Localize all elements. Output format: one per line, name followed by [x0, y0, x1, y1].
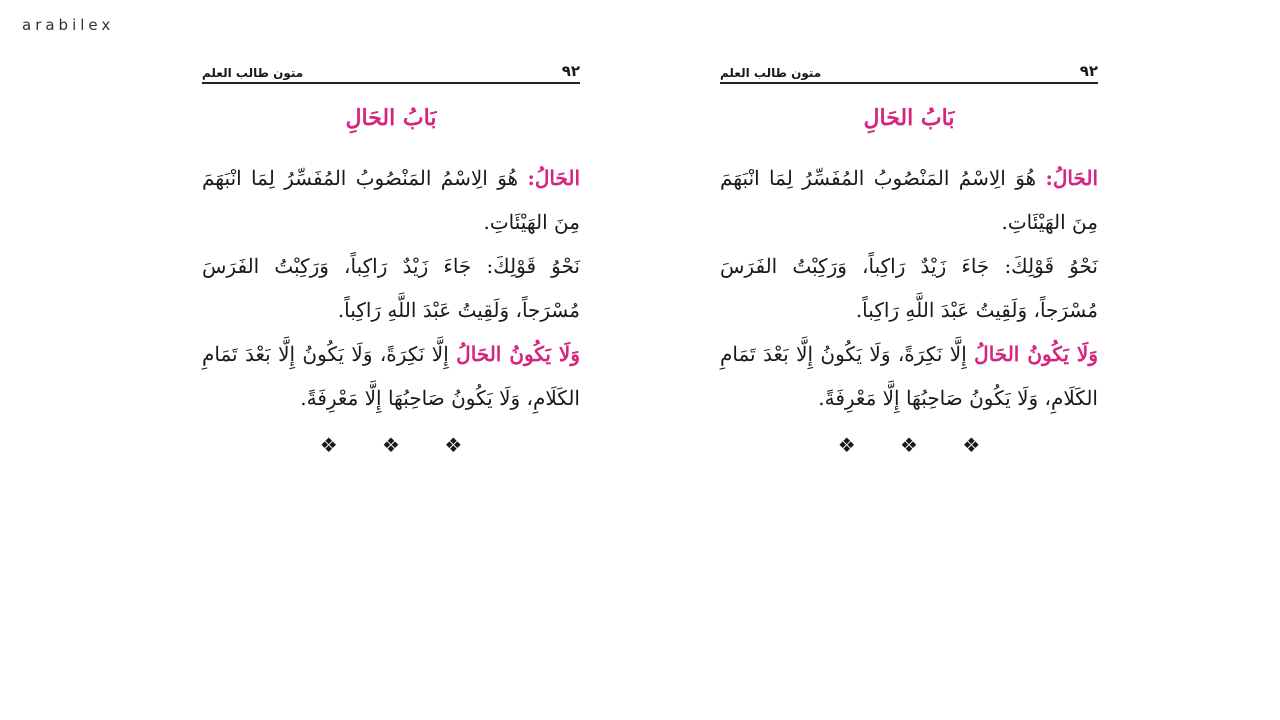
ornament-diamond-icon: ❖ — [900, 433, 918, 457]
conditions-lead: وَلَا يَكُونُ الحَالُ — [974, 342, 1098, 366]
section-end-ornament — [720, 430, 1098, 460]
book-title: متون طالب العلم — [202, 66, 304, 80]
ornament-diamond-icon: ❖ — [962, 433, 981, 457]
ornament-diamond-icon: ❖ — [837, 433, 856, 457]
conditions-text: إِلَّا نَكِرَةً، وَلَا يَكُونُ إِلَّا بَعْدَ تَمَامِ الكَلَامِ، وَلَا يَكُونُ صَاحِبُهَا إِلَّا مَعْرِفَةً. — [720, 342, 1098, 410]
example-text: نَحْوُ قَوْلِكَ: جَاءَ زَيْدٌ رَاكِباً، وَرَكِبْتُ الفَرَسَ مُسْرَجاً، وَلَقِيتُ عَبْدَ اللَّهِ رَاكِباً. — [720, 254, 1098, 322]
definition-text: هُوَ الِاسْمُ المَنْصُوبُ المُفَسِّرُ لِمَا انْبَهَمَ مِنَ الهَيْئَاتِ. — [202, 166, 580, 234]
section-end-ornament — [202, 430, 580, 460]
brand-watermark: arabilex — [22, 16, 115, 34]
page-number: ٩٢ — [561, 62, 580, 80]
definition-term: الحَالُ: — [527, 166, 581, 190]
definition-text: هُوَ الِاسْمُ المَنْصُوبُ المُفَسِّرُ لِمَا انْبَهَمَ مِنَ الهَيْئَاتِ. — [720, 166, 1098, 234]
example-paragraph — [202, 244, 580, 332]
running-head — [202, 58, 580, 84]
ornament-diamond-icon: ❖ — [444, 433, 463, 457]
chapter-title: بَابُ الحَالِ — [863, 105, 955, 131]
example-text: نَحْوُ قَوْلِكَ: جَاءَ زَيْدٌ رَاكِباً، وَرَكِبْتُ الفَرَسَ مُسْرَجاً، وَلَقِيتُ عَبْدَ اللَّهِ رَاكِباً. — [202, 254, 580, 322]
ornament-diamond-icon: ❖ — [319, 433, 338, 457]
page-number: ٩٢ — [1079, 62, 1098, 80]
conditions-lead: وَلَا يَكُونُ الحَالُ — [456, 342, 580, 366]
book-page-left — [202, 58, 580, 460]
definition-term: الحَالُ: — [1045, 166, 1099, 190]
definition-paragraph — [202, 156, 580, 244]
conditions-text: إِلَّا نَكِرَةً، وَلَا يَكُونُ إِلَّا بَعْدَ تَمَامِ الكَلَامِ، وَلَا يَكُونُ صَاحِبُهَا إِلَّا مَعْرِفَةً. — [202, 342, 580, 410]
conditions-paragraph — [720, 332, 1098, 420]
ornament-diamond-icon: ❖ — [382, 433, 400, 457]
book-title: متون طالب العلم — [720, 66, 822, 80]
running-head — [720, 58, 1098, 84]
conditions-paragraph — [202, 332, 580, 420]
example-paragraph — [720, 244, 1098, 332]
book-page-right — [720, 58, 1098, 460]
definition-paragraph — [720, 156, 1098, 244]
chapter-title: بَابُ الحَالِ — [345, 105, 437, 131]
